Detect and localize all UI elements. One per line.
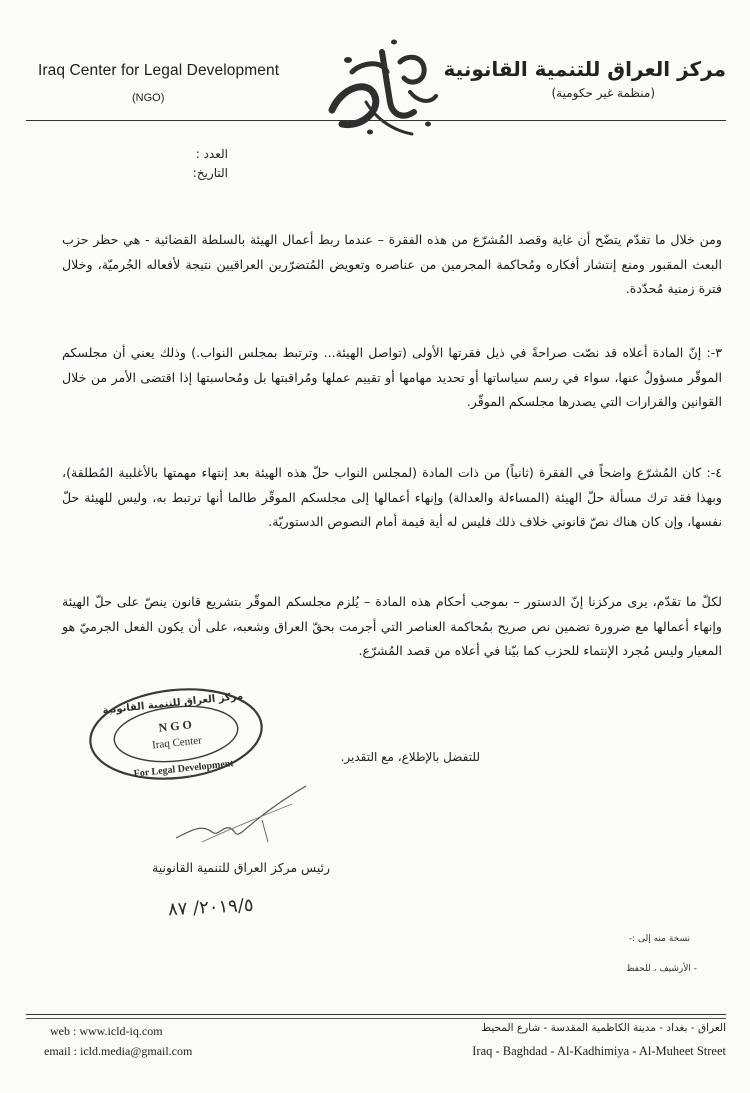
org-type-arabic: (منظمة غير حكومية) xyxy=(551,86,655,100)
header-divider xyxy=(26,120,726,121)
org-name-english: Iraq Center for Legal Development xyxy=(38,62,280,79)
org-name-arabic: مركز العراق للتنمية القانونية xyxy=(443,57,726,81)
date-label: التاريخ: xyxy=(192,166,228,180)
svg-text:N G O: N G O xyxy=(157,717,193,735)
copy-to-item: - الأرشيف ، للحفظ xyxy=(626,964,697,974)
closing-line: للتفضل بالإطلاع، مع التقدير. xyxy=(340,750,480,764)
org-type-english: (NGO) xyxy=(132,92,165,104)
paragraph-1: ومن خلال ما تقدّم يتضّح أن غاية وقصد المُشرّع من هذه الفقرة – عندما ربط أعمال الهيئة بالسلطة القضائية - هي حظر حزب البعث المقبور ومنع إنتشار أفكاره ومُحاكمة المجرمين من عناصره وتعويض المُتضرّرين العراقيين نتيجة لأفعاله الجُرميّة، وخلال فترة زمنية مُحدّدة. xyxy=(62,232,722,296)
organization-stamp xyxy=(86,686,266,782)
number-label: العدد : xyxy=(195,147,228,161)
handwritten-date: ٢٠١٩/٥/ ٨٧ xyxy=(167,894,255,921)
copy-to-label: نسخة منه إلى :- xyxy=(628,934,690,944)
email-link[interactable]: email : icld.media@gmail.com xyxy=(44,1044,193,1058)
handwritten-signature xyxy=(172,780,312,850)
svg-text:Iraq Center: Iraq Center xyxy=(151,734,203,752)
svg-text:مركز العراق للتنمية القانونية: مركز العراق للتنمية القانونية xyxy=(102,690,244,717)
svg-text:For Legal Development: For Legal Development xyxy=(133,758,235,780)
address-english: Iraq - Baghdad - Al-Kadhimiya - Al-Muheet Street xyxy=(472,1044,726,1058)
paragraph-3: ٤-: كان المُشرّع واضحاً في الفقرة (ثانياً) من ذات المادة (لمجلس النواب حلّ هذه الهيئة بعد إنتهاء مهمتها بالأغلبية المُطلقة)، وبهذا فقد ترك مسألة حلّ الهيئة (المساءلة والعدالة) وإنهاء أعمالها إلى مجلسكم الموقّر طالما أنها ترتبط به، وليس للهيئة حلّ نفسها، وإن كان هناك نصّ قانوني خلاف ذلك فليس له أية قيمة أمام النصوص الدستوريّة. xyxy=(62,465,722,529)
paragraph-2: ٣-: إنّ المادة أعلاه قد نصّت صراحةً في ذيل فقرتها الأولى (تواصل الهيئة... وترتبط بمجلس النواب.) وذلك يعني أن مجلسكم الموقّر مسؤولٌ عنها، سواء في رسم سياساتها أو تحديد مهامها أو تقييم عملها ومُراقبتها بل ومُحاسبتها إذا اقتضى الأمر من خلال القوانين والقرارات التي يصدرها مجلسكم الموقّر. xyxy=(62,345,722,409)
paragraph-4: لكلّ ما تقدّم، يرى مركزنا إنّ الدستور – بموجب أحكام هذه المادة – يُلزم مجلسكم الموقّر بتشريع قانون ينصّ على حلّ الهيئة وإنهاء أعمالها مع ضرورة تضمين نص صريح بمُحاكمة العناصر التي أجرمت بحقّ العراق وشعبه، على أن يكون الفعل الجرميّ هو المعيار وليس مُجرد الإنتماء للحزب كما بيّنا في أعلاه من قصد المُشرّع. xyxy=(62,594,722,658)
signer-title: رئيس مركز العراق للتنمية القانونية xyxy=(152,860,330,875)
website-link[interactable]: web : www.icld-iq.com xyxy=(50,1024,163,1038)
address-arabic: العراق - بغداد - مدينة الكاظمية المقدسة - شارع المحيط xyxy=(481,1022,726,1034)
footer-divider xyxy=(26,1014,726,1015)
footer-divider-thin xyxy=(26,1018,726,1019)
calligraphy-logo xyxy=(312,32,442,142)
